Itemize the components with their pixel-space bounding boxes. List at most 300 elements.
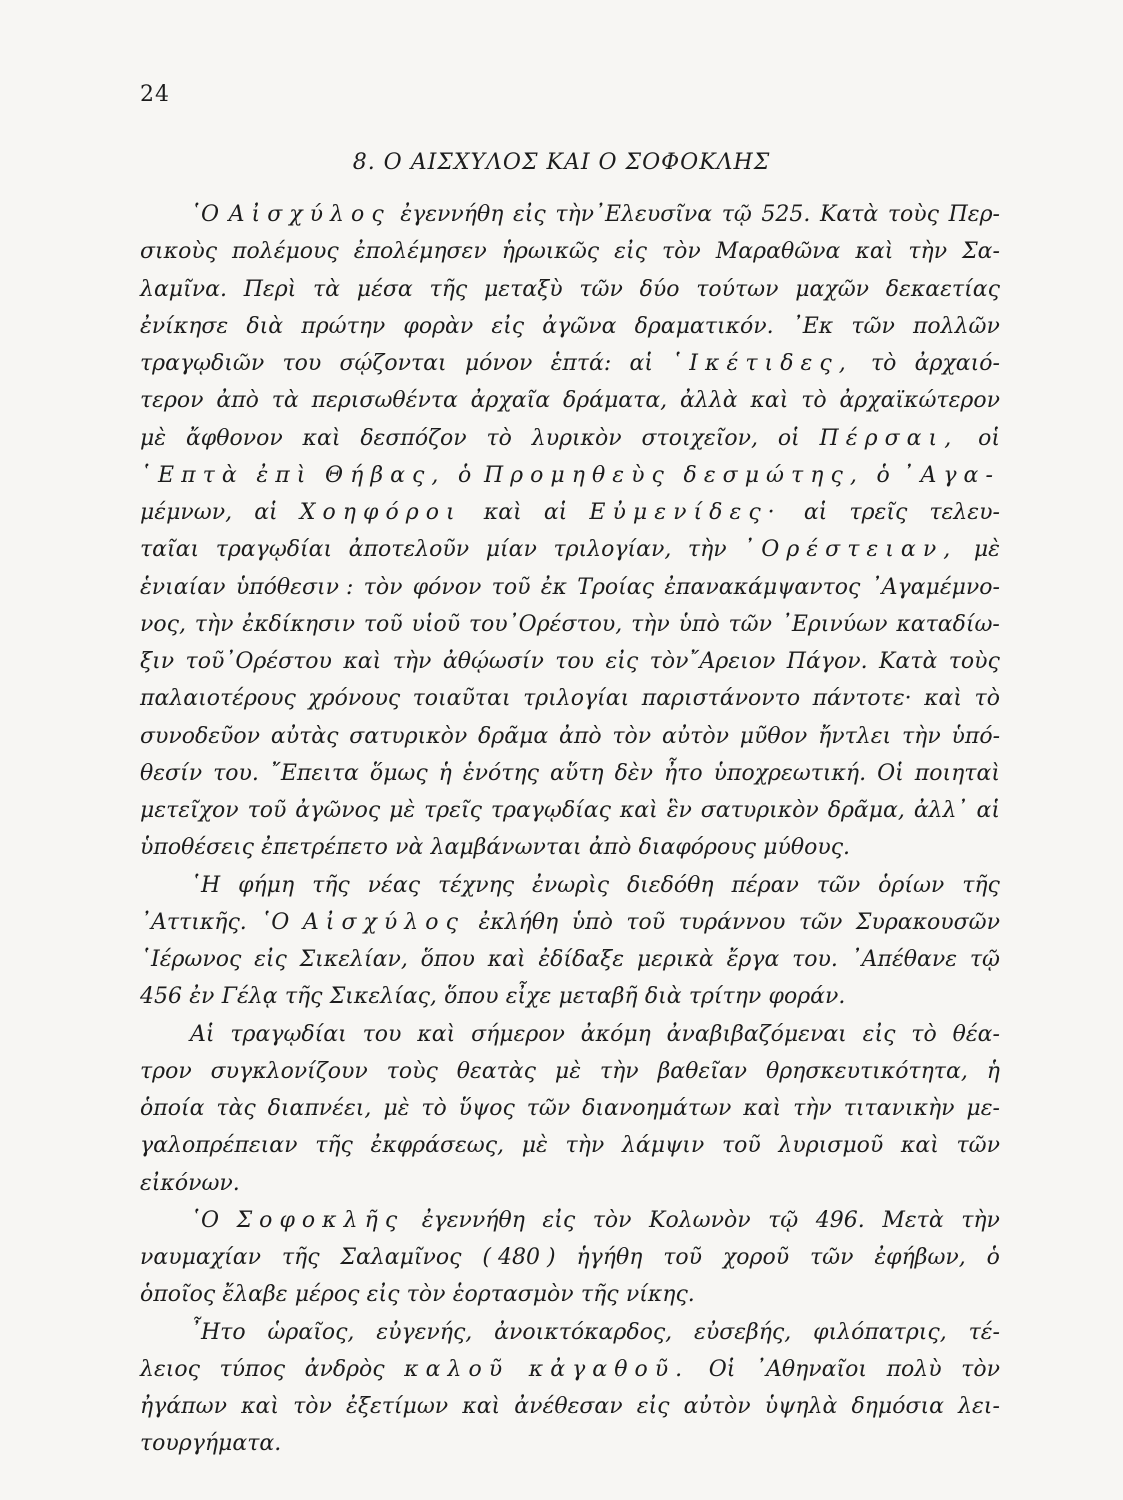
word: τῷ <box>768 1207 799 1233</box>
word: τὸν <box>293 1394 332 1419</box>
word: ἔλαβε <box>222 1282 288 1308</box>
word: Σοφοκλῆς <box>236 1207 405 1233</box>
word: ὁ <box>986 1245 1000 1270</box>
word: ῾Ο <box>260 909 290 935</box>
word: φιλόπατρις, <box>813 1319 947 1345</box>
word: χοροῦ <box>722 1245 790 1270</box>
word: ἐπανακάμψαντος <box>664 574 861 600</box>
word: διὰ <box>246 313 284 339</box>
word: ῾Ικέτιδες, <box>671 351 853 376</box>
word: εἰς <box>614 239 647 265</box>
word: ἀπὸ <box>216 388 259 414</box>
text-line <box>140 1127 1000 1164</box>
word: καλοῦ <box>404 1356 510 1382</box>
word: εἶχε <box>505 984 552 1010</box>
text-line <box>140 718 1000 755</box>
word: τὸ <box>870 351 897 376</box>
word: Προμηθεὺς <box>483 462 671 488</box>
word: τῆς <box>429 276 468 302</box>
word: ῾Ιέρωνος <box>140 947 242 972</box>
word: Γέλᾳ <box>221 984 278 1010</box>
word: ὑψηλὰ <box>764 1394 838 1419</box>
word: ἀποτελοῦν <box>348 537 470 563</box>
word: τοιαῦται <box>412 686 511 712</box>
word: ποιηταὶ <box>914 760 1000 786</box>
word: ῏Ητο <box>190 1319 246 1345</box>
word: ἐκλήθη <box>478 909 559 935</box>
word: τοῦ <box>491 574 531 600</box>
word: Σα- <box>962 239 1000 265</box>
word: ἀνέθεσαν <box>514 1394 623 1419</box>
text-line <box>140 1090 1000 1127</box>
word: σῴζονται <box>339 351 447 376</box>
text-line <box>140 420 1000 457</box>
word: καὶ <box>241 1394 279 1419</box>
word: σατυρικὸν <box>349 723 468 749</box>
word: ὅμως <box>369 760 428 786</box>
word: λαμβάνωνται <box>430 835 582 861</box>
word: ἐκ <box>540 574 567 600</box>
word: μὲ <box>389 798 416 823</box>
word: τὴν <box>901 723 941 749</box>
word: τὴν <box>565 1133 605 1159</box>
word: ἐνίκησε <box>140 313 229 339</box>
text-line <box>140 904 1000 941</box>
word: τῶν <box>579 276 623 302</box>
word: εἰς <box>254 947 287 972</box>
word: καὶ <box>302 425 341 451</box>
word: τοῦ᾿Ορέστου <box>185 649 332 674</box>
word: του <box>555 649 595 674</box>
word: ῾Επτὰ <box>140 462 244 488</box>
word: φήμη <box>238 872 295 898</box>
text-line <box>140 1425 1000 1462</box>
word: τὸ <box>421 1096 447 1121</box>
word: τοὺς <box>948 649 1000 674</box>
text-line <box>140 643 1000 680</box>
word: υἱοῦ <box>411 611 461 637</box>
word: Τροίας <box>577 574 654 600</box>
word: ἐνωρὶς <box>532 872 610 898</box>
word: μίαν <box>485 537 537 563</box>
word: δεσμώτης, <box>683 462 864 488</box>
text-line <box>140 1239 1000 1276</box>
word: εἰκόνων. <box>140 1170 240 1196</box>
word: μαχῶν <box>795 276 870 302</box>
word: καὶ <box>417 1021 456 1047</box>
word: τὸ <box>911 1021 937 1047</box>
word: τῷ <box>721 202 752 227</box>
text-line <box>140 531 1000 568</box>
word: ( 480 ) <box>482 1245 556 1270</box>
word: ἀρχαιό- <box>914 351 1000 376</box>
word: ὁποία <box>140 1096 205 1121</box>
word: του <box>282 351 322 376</box>
word: ἔργα <box>726 947 780 972</box>
word: λυρισμοῦ <box>778 1133 884 1159</box>
text-line <box>140 345 1000 382</box>
word: τῶν <box>816 872 861 898</box>
text-line <box>140 457 1000 494</box>
word: τὰ <box>313 276 341 302</box>
word: ὅπου <box>420 947 475 972</box>
word: ᾿Αγα- <box>902 462 1000 488</box>
text-line <box>140 271 1000 308</box>
word: τοὺς <box>887 202 939 227</box>
word: Μετὰ <box>882 1207 944 1233</box>
text-line <box>140 792 1000 829</box>
word: τουργήματα. <box>140 1431 282 1457</box>
word: ὡραῖος, <box>267 1319 355 1345</box>
word: νὰ <box>395 835 424 861</box>
word: Θήβας, <box>325 462 446 488</box>
word: πολέμους <box>232 239 339 265</box>
word: μὲ <box>973 537 1000 563</box>
word: στοιχεῖον, <box>641 425 758 451</box>
word: πάντοτε· <box>812 686 912 712</box>
word: καὶ <box>750 388 789 414</box>
text-line <box>140 1351 1000 1388</box>
word: καὶ <box>487 947 526 972</box>
word: τὴν᾿Ελευσῖνα <box>555 202 713 227</box>
word: τὴν <box>194 611 234 637</box>
word: εἰς <box>491 313 525 339</box>
word: τρίτην <box>688 984 762 1010</box>
word: φοράν. <box>768 984 846 1010</box>
word: ἦτο <box>664 760 703 786</box>
word: ὑπό- <box>951 723 1000 749</box>
word: τέχνης <box>437 872 515 898</box>
word: οἱ <box>978 425 1000 451</box>
word: ἀκόμη <box>580 1021 651 1047</box>
word: οἱ <box>777 425 800 451</box>
word: του. <box>213 760 259 786</box>
word: δεσπόζον <box>360 425 467 451</box>
word: τρεῖς <box>849 500 908 525</box>
word: αὐτὸν <box>661 723 729 749</box>
word: ἐπολέμησεν <box>353 239 487 265</box>
word: καὶ <box>343 649 382 674</box>
word: ἐν <box>189 984 215 1010</box>
word: 456 <box>140 984 182 1010</box>
word: λαμῖνα. <box>140 276 227 302</box>
word: ἀναβιβαζόμεναι <box>666 1021 847 1047</box>
word: θρησκευτικότητα, <box>765 1058 968 1084</box>
word: ὁποῖος <box>140 1282 216 1308</box>
text-line <box>140 1016 1000 1053</box>
text-line <box>140 196 1000 233</box>
word: διαφόρους <box>638 835 756 861</box>
word: μὲ <box>140 425 167 451</box>
word: ταῖαι <box>140 537 200 563</box>
word: διανοημάτων <box>582 1096 732 1121</box>
word: καὶ <box>924 686 963 712</box>
word: Σικελίαν, <box>299 947 408 972</box>
word: τραγῳδίαι <box>215 537 333 563</box>
word: ἀλλὰ <box>680 388 738 414</box>
word: τῆς <box>284 984 323 1010</box>
word: τῶν <box>728 611 772 637</box>
word: ἓν <box>666 798 692 823</box>
word: του᾿Ορέστου, <box>468 611 623 637</box>
word: ἐκφράσεως, <box>370 1133 505 1159</box>
word: ἡγήθη <box>576 1245 643 1270</box>
word: ὑποθέσεις <box>140 835 254 861</box>
word: παλαιοτέρους <box>140 686 296 712</box>
word: φόνον <box>412 574 482 600</box>
word: αἱ <box>803 500 828 525</box>
word: αἱ <box>976 798 1000 823</box>
word: μεταξὺ <box>483 276 563 302</box>
word: ὑπὸ <box>678 611 720 637</box>
word: ἄφθονον <box>185 425 283 451</box>
word: καὶ <box>855 239 894 265</box>
word: τὸ <box>974 686 1000 712</box>
word: τῆς <box>312 872 350 898</box>
word: μερικὰ <box>636 947 714 972</box>
word: καὶ <box>483 500 522 525</box>
word: ἀπὸ <box>559 723 602 749</box>
word: ἀθῴωσίν <box>442 649 544 674</box>
word: μεταβῆ <box>558 984 638 1010</box>
word: μὲ <box>521 1133 548 1159</box>
word: Αἰσχύλος <box>302 909 465 935</box>
word: αὐτὰς <box>270 723 339 749</box>
word: χρόνους <box>308 686 401 712</box>
word: τῆς <box>962 872 1000 898</box>
word: μέσα <box>356 276 413 302</box>
text-line <box>140 308 1000 345</box>
text-line <box>140 494 1000 531</box>
word: λάμψιν <box>621 1133 705 1159</box>
word: παριστάνοντο <box>641 686 801 712</box>
word: δρᾶμα <box>478 723 549 749</box>
word: ἀλλ᾿ <box>913 798 968 823</box>
word: τραγῳδιῶν <box>140 351 265 376</box>
word: Οἱ <box>708 1356 736 1382</box>
word: αἱ <box>254 500 278 525</box>
word: καταδίω- <box>896 611 1000 637</box>
word: τὴν <box>793 1096 832 1121</box>
word: Κολωνὸν <box>649 1207 751 1233</box>
word: ᾿Ερινύων <box>780 611 888 637</box>
word: ναυμαχίαν <box>140 1245 261 1270</box>
text-line <box>140 755 1000 792</box>
word: ἀρχαϊκώτερον <box>839 388 1000 414</box>
word: τρον <box>140 1058 192 1084</box>
word: ὅπου <box>444 984 499 1010</box>
word: ἀπὸ <box>588 835 632 861</box>
word: ὑπὸ <box>571 909 613 935</box>
text-line <box>140 569 1000 606</box>
word: ἐξετίμων <box>346 1394 449 1419</box>
word: τῶν <box>809 1245 854 1270</box>
word: τραγῳδίαι <box>230 1021 347 1047</box>
word: ἐγεννήθη <box>421 1207 525 1233</box>
word: ἀρχαῖα <box>470 388 551 414</box>
word: τριλογίαν, <box>553 537 672 563</box>
word: διεδόθη <box>626 872 714 898</box>
word: τυράννου <box>678 909 786 935</box>
word: μέμνων, <box>140 500 233 525</box>
word: ἡρωικῶς <box>501 239 600 265</box>
text-line <box>140 978 1000 1015</box>
word: αὕτη <box>549 760 604 786</box>
text-line <box>140 1388 1000 1425</box>
text-line <box>140 1202 1000 1239</box>
word: ᾿Απέθανε <box>850 947 958 972</box>
word: Πάγον. <box>786 649 868 674</box>
word: κἀγαθοῦ. <box>528 1356 690 1382</box>
word: τὸ <box>801 388 827 414</box>
word: Μαραθῶνα <box>715 239 841 265</box>
word: τῷ <box>969 947 1000 972</box>
word: νέας <box>367 872 421 898</box>
word: Πέρσαι, <box>819 425 959 451</box>
word: τοῦ <box>663 1245 703 1270</box>
word: διαπνέει, <box>267 1096 372 1121</box>
word: τῶν <box>798 909 843 935</box>
word: ἠγάπων <box>140 1394 227 1419</box>
word: μύθους. <box>763 835 851 861</box>
word: τρεῖς <box>424 798 482 823</box>
word: ῾Ο <box>190 202 220 227</box>
word: ἡ <box>986 1058 1000 1084</box>
word: εἰς <box>605 649 639 674</box>
word: τὸν῎Αρειον <box>649 649 776 674</box>
text-line <box>140 1276 1000 1313</box>
word: δεκαετίας <box>885 276 1000 302</box>
word: ᾿Αγαμέμνο- <box>870 574 1000 600</box>
word: ἑπτά: <box>550 351 612 376</box>
word: μῦθον <box>739 723 808 749</box>
word: ᾿Αττικῆς. <box>140 909 247 935</box>
word: δραματικόν. <box>634 313 774 339</box>
word: ὁ <box>876 462 890 488</box>
word: Περ- <box>948 202 1000 227</box>
word: δύο <box>639 276 680 302</box>
word: μόνον <box>464 351 533 376</box>
word: Περὶ <box>243 276 297 302</box>
word: νος, <box>140 611 186 637</box>
text-line <box>140 1314 1000 1351</box>
word: ἤντλει <box>818 723 892 749</box>
word: Εὐμενίδες· <box>589 500 782 525</box>
word: πολλῶν <box>912 313 1000 339</box>
word: τῆς <box>281 1245 320 1270</box>
word: αἱ <box>543 500 568 525</box>
text-line <box>140 941 1000 978</box>
text-line <box>140 606 1000 643</box>
word: τὰ <box>271 388 299 414</box>
word: σικοὺς <box>140 239 218 265</box>
body-text <box>140 196 1000 1463</box>
word: 496. <box>815 1207 865 1233</box>
word: δράματα, <box>562 388 668 414</box>
word: ᾿Αθηναῖοι <box>754 1356 868 1382</box>
word: μὲ <box>383 1096 410 1121</box>
word: καὶ <box>462 1394 501 1419</box>
word: ἐφήβων, <box>874 1245 966 1270</box>
text-line <box>140 1165 1000 1202</box>
word: τοῦ <box>626 909 666 935</box>
word: ἑνότης <box>462 760 539 786</box>
word: τοῦ <box>721 1133 761 1159</box>
word: ῎Επειτα <box>269 760 359 786</box>
word: θεσίν <box>140 760 203 786</box>
word: Κατὰ <box>819 202 879 227</box>
word: εἰς <box>862 1021 896 1047</box>
text-line <box>140 680 1000 717</box>
word: βαθεῖαν <box>657 1058 748 1084</box>
word: ἐδίδαξε <box>538 947 625 972</box>
word: τὴν <box>908 239 948 265</box>
word: τερον <box>140 388 204 414</box>
word: μέρος <box>294 1282 360 1308</box>
word: συνοδεῦον <box>140 723 261 749</box>
text-line <box>140 1053 1000 1090</box>
word: τούτων <box>696 276 779 302</box>
word: τῆς <box>580 1282 619 1308</box>
word: ἑορτασμὸν <box>452 1282 574 1308</box>
word: λει- <box>958 1394 1000 1419</box>
word: του <box>362 1021 402 1047</box>
word: Χοηφόροι <box>299 500 462 525</box>
word: καὶ <box>900 1133 939 1159</box>
word: Σικελίας, <box>329 984 437 1010</box>
word: τῆς <box>315 1133 353 1159</box>
word: εὐσεβής, <box>694 1319 792 1345</box>
word: τελευ- <box>929 500 1000 525</box>
word: τῶν <box>851 313 895 339</box>
word: ἀνδρὸς <box>304 1356 385 1382</box>
word: ᾿Εκ <box>791 313 834 339</box>
word: εἰς <box>636 1394 670 1419</box>
word: Οἱ <box>877 760 904 786</box>
word: αἱ <box>629 351 654 376</box>
word: τιτανικὴν <box>843 1096 955 1121</box>
word: πρώτην <box>301 313 386 339</box>
word: δημόσια <box>851 1394 944 1419</box>
word: σήμερον <box>471 1021 565 1047</box>
text-line <box>140 867 1000 904</box>
word: καὶ <box>743 1096 782 1121</box>
word: καὶ <box>619 798 658 823</box>
word: ᾿Ορέστειαν, <box>743 537 958 563</box>
word: ἐκδίκησιν <box>242 611 356 637</box>
word: εὐγενής, <box>376 1319 473 1345</box>
word: διὰ <box>644 984 682 1010</box>
word: τὸν <box>592 1207 632 1233</box>
word: Αἱ <box>190 1021 215 1047</box>
word: συγκλονίζουν <box>210 1058 368 1084</box>
word: με- <box>966 1096 1000 1121</box>
word: σατυρικὸν <box>700 798 819 823</box>
word: ἐγεννήθη <box>400 202 504 227</box>
word: πολὺ <box>886 1356 942 1382</box>
word: λυρικὸν <box>531 425 622 451</box>
text-line <box>140 233 1000 270</box>
word: τὸν <box>612 723 652 749</box>
word: μετεῖχον <box>140 798 239 823</box>
word: ῾Ο <box>190 1207 220 1233</box>
word: Σαλαμῖνος <box>340 1245 462 1270</box>
word: ὑπόθεσιν : <box>235 574 354 600</box>
word: θεατὰς <box>456 1058 536 1084</box>
word: τύπος <box>219 1356 286 1382</box>
word: ἐπετρέπετο <box>261 835 388 861</box>
word: τέ- <box>968 1319 1000 1345</box>
